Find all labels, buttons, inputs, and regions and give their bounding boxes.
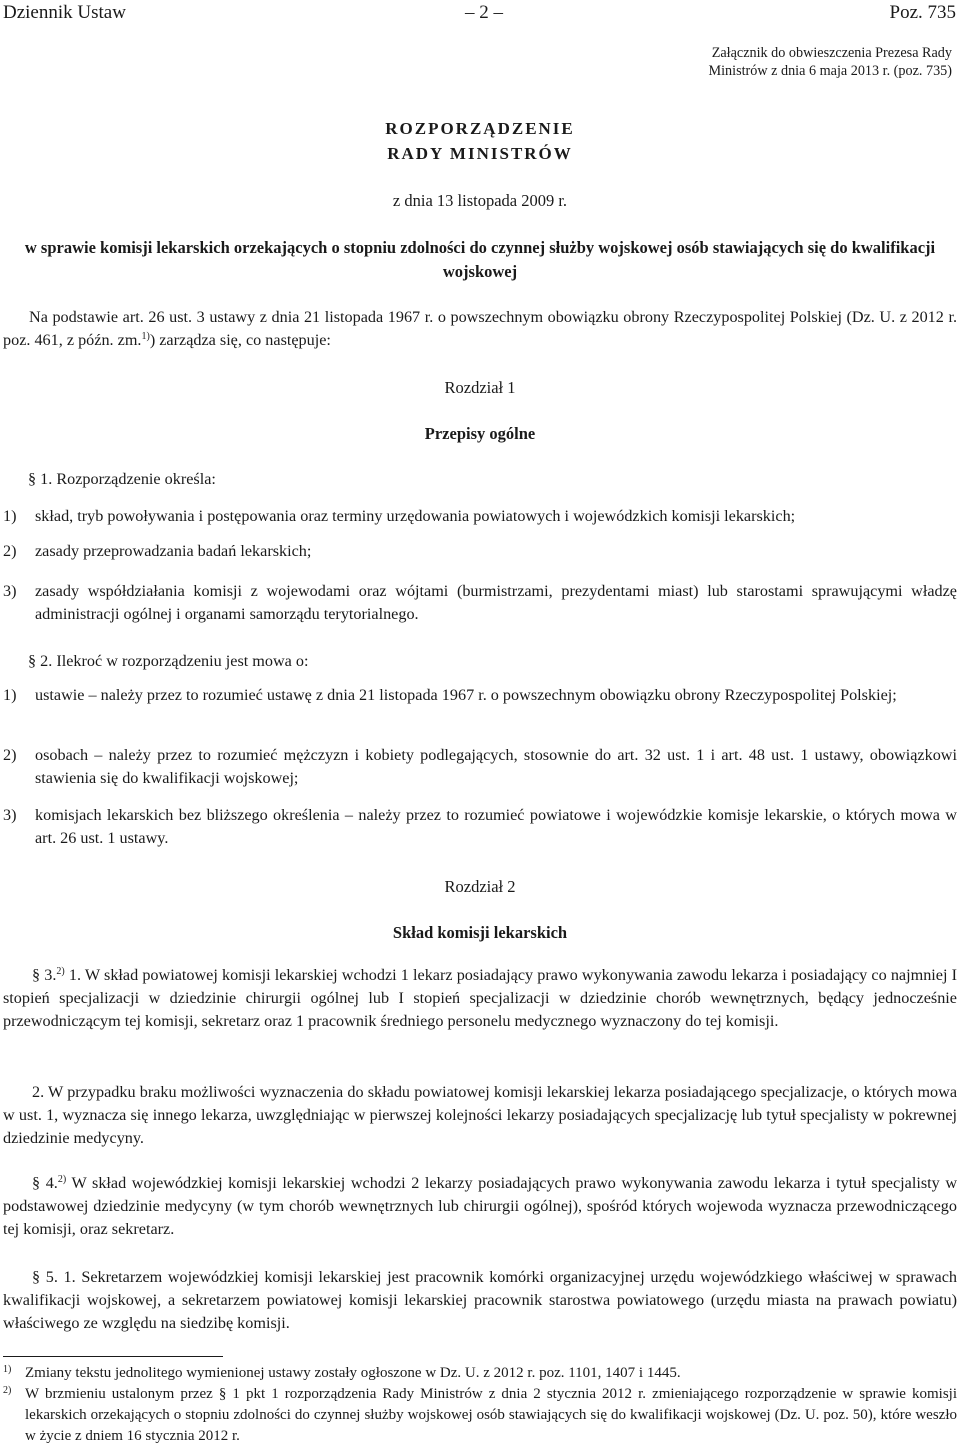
section-3-paragraph-2: 2. W przypadku braku możliwości wyznaczenia do składu powiatowej komisji lekarskiej lekarza posiadającego specjalizacje, o których mowa w ust. 1, wyznacza się innego lekarza, uwzględniając w pierwszej kolejności lekarzy posiadających specjalizację lub tytuł specjalisty w pokrewnej dziedzinie medycyny. — [3, 1083, 957, 1147]
section-5-paragraph: § 5. 1. Sekretarzem wojewódzkiej komisji lekarskiej jest pracownik komórki organizacyjnej urzędu wojewódzkiego właściwej w sprawach kwalifikacji wojskowej, a sekretarzem powiatowej komisji lekarskiej pracownik starostwa powiatowego (urzędu miasta na prawach powiatu) właściwego ze względu na siedzibę komisji. — [3, 1268, 957, 1332]
annex-line-1: Załącznik do obwieszczenia Prezesa Rady — [711, 45, 952, 61]
annex-line-2: Ministrów z dnia 6 maja 2013 r. (poz. 735) — [708, 63, 952, 79]
section-1-lead: § 1. Rozporządzenie określa: — [28, 470, 216, 488]
page-header — [0, 0, 960, 26]
chapter-1-label: Rozdział 1 — [444, 378, 516, 397]
list-item: 2) osobach – należy przez to rozumieć mężczyzn i kobiety podlegających, stosownie do art. 32 ust. 1 i art. 48 ust. 1 ustawy, obowiązkowi stawienia się do kwalifikacji wojskowej; — [3, 746, 957, 787]
list-item: 1) skład, tryb powoływania i postępowania oraz terminy urzędowania powiatowych i wojewódzkich komisji lekarskich; — [3, 507, 796, 525]
list-item: 1) ustawie – należy przez to rozumieć ustawę z dnia 21 listopada 1967 r. o powszechnym obowiązku obrony Rzeczypospolitej Polskiej; — [3, 686, 897, 704]
annex-note — [632, 44, 952, 80]
footnote-divider — [3, 1356, 223, 1357]
page-number: – 2 – — [465, 2, 503, 23]
list-item: 3) zasady współdziałania komisji z wojewodami oraz wójtami (burmistrzami, prezydentami miast) lub starostami sprawującymi władzę administracji ogólnej i organami samorządu terytorialnego. — [3, 582, 957, 623]
position-number: Poz. 735 — [889, 2, 956, 23]
intro-paragraph: Na podstawie art. 26 ust. 3 ustawy z dnia 21 listopada 1967 r. o powszechnym obowiązku obrony Rzeczypospolitej Polskiej (Dz. U. z 2012 r. poz. 461, z późn. zm.$^{1)}$) zarządza się, co następuje: — [3, 308, 957, 349]
section-4-paragraph: § 4.$^{2)}$ W skład wojewódzkiej komisji lekarskiej wchodzi 2 lekarzy posiadających prawo wykonywania zawodu lekarza i tytuł specjalisty w podstawowej dziedzinie medycyny (w tym chorób wewnętrznych lub chirurgii ogólnej), spośród których wojewoda wyznacza przewodniczącego tej komisji, oraz sekretarz. — [3, 1174, 958, 1238]
footnote-ref-2: 2) — [56, 966, 65, 977]
section-3-paragraph-1: § 3.$^{2)}$ 1. W skład powiatowej komisji lekarskiej wchodzi 1 lekarz posiadający prawo wykonywania zawodu lekarza i posiadający co najmniej I stopień specjalizacji w dziedzinie chirurgii ogólnej lub I stopień specjalizacji w dziedzinie chorób wewnętrznych, będący jednocześnie przewodniczącym tej komisji, sekretarz oraz 1 pracownik średniego personelu medycznego wyznaczony do tej komisji. — [3, 966, 958, 1030]
footnote-ref-1: 1) — [141, 331, 150, 342]
list-item: 2) zasady przeprowadzania badań lekarskich; — [3, 542, 312, 560]
chapter-2-label: Rozdział 2 — [444, 877, 516, 896]
doc-title-line-1: ROZPORZĄDZENIE — [385, 119, 575, 138]
doc-subject: w sprawie komisji lekarskich orzekających o stopniu zdolności do czynnej służby wojskowej osób stawiających się do kwalifikacji wojskowej — [24, 238, 936, 281]
doc-date: z dnia 13 listopada 2009 r. — [392, 191, 568, 210]
footnote-ref-2: 2) — [57, 1174, 67, 1185]
section-2-lead: § 2. Ilekroć w rozporządzeniu jest mowa o: — [28, 652, 309, 670]
footnote-1: 1) Zmiany tekstu jednolitego wymienionej ustawy zostały ogłoszone w Dz. U. z 2012 r. poz. 1101, 1407 i 1445. — [3, 1364, 681, 1381]
chapter-2-title: Skład komisji lekarskich — [392, 923, 568, 942]
doc-title-line-2: RADY MINISTRÓW — [387, 144, 573, 163]
chapter-1-title: Przepisy ogólne — [424, 424, 536, 443]
footnote-2: 2) W brzmieniu ustalonym przez § 1 pkt 1 rozporządzenia Rady Ministrów z dnia 2 stycznia 2012 r. zmieniającego rozporządzenie w sprawie komisji lekarskich orzekających o stopniu zdolności do czynnej służby wojskowej osób stawiających się do kwalifikacji wojskowej (Dz. U. poz. 50), które weszło w życie z dniem 16 stycznia 2012 r. — [3, 1385, 957, 1444]
journal-name: Dziennik Ustaw — [3, 2, 126, 23]
list-item: 3) komisjach lekarskich bez bliższego określenia – należy przez to rozumieć powiatowe i wojewódzkie komisje lekarskie, o których mowa w art. 26 ust. 1 ustawy. — [3, 806, 957, 847]
